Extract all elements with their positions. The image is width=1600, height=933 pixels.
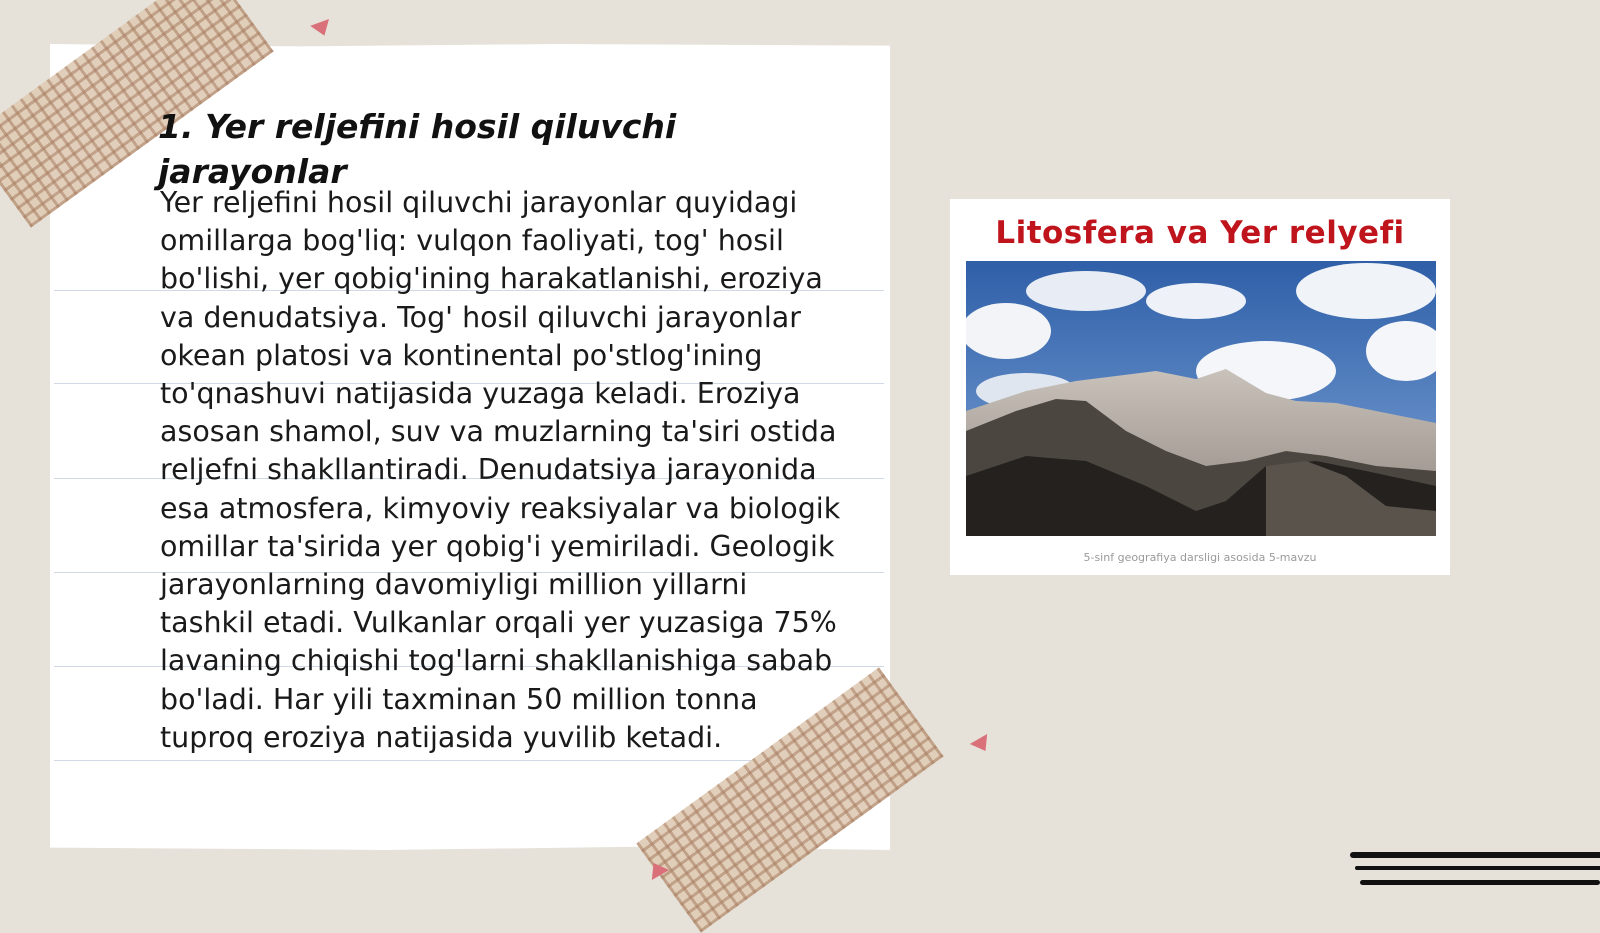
slide-title: 1. Yer reljefini hosil qiluvchi jarayonlar <box>158 107 677 191</box>
figure-card <box>950 199 1450 575</box>
brush-stroke-decoration <box>1360 880 1600 885</box>
mountain-photo <box>966 261 1436 536</box>
figure-title: Litosfera va Yer relyefi <box>995 215 1405 251</box>
slide-body-text: Yer reljefini hosil qiluvchi jarayonlar quyidagi omillarga bog'liq: vulqon faoliyati, tog' hosil bo'lishi, yer qobig'ining harakatlanishi, eroziya va denudatsiya. Tog' hosil qiluvchi jarayonlar okean platosi va kontinental po'stlog'ining to'qnashuvi natijasida yuzaga keladi. Eroziya asosan shamol, suv va muzlarning ta'siri ostida reljefni shakllantiradi. Denudatsiya jarayonida esa atmosfera, kimyoviy reaksiyalar va biologik omillar ta'sirida yer qobig'i yemiriladi. Geologik jarayonlarning davomiyligi million yillarni tashkil etadi. Vulkanlar orqali yer yuzasiga 75% lavaning chiqishi tog'larni shakllanishiga sabab bo'ladi. Har yili taxminan 50 million tonna tuproq eroziya natijasida yuvilib ketadi. <box>160 186 841 754</box>
pin-top-icon <box>310 19 334 39</box>
brush-stroke-decoration <box>1350 852 1600 858</box>
pin-bottom-right-icon <box>970 734 994 756</box>
brush-stroke-decoration <box>1355 866 1600 870</box>
figure-caption: 5-sinf geografiya darsligi asosida 5-mavzu <box>1083 551 1317 564</box>
